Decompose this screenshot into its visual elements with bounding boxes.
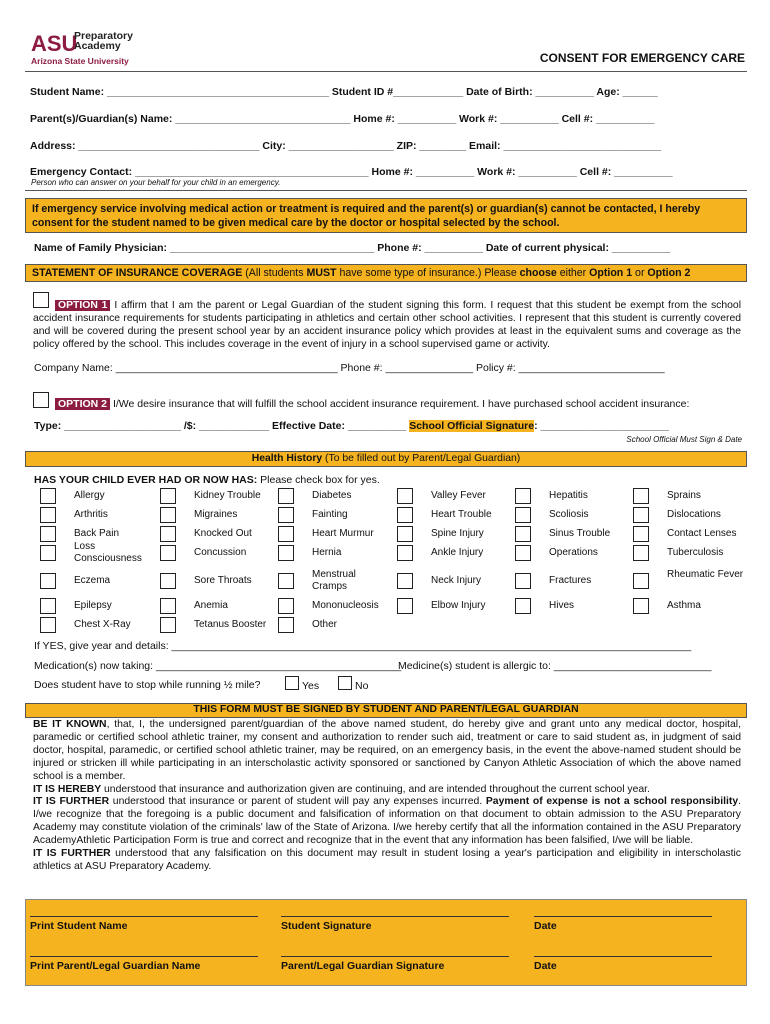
company-row[interactable]: Company Name: ______________________________________ Phone #: _______________ Policy #: _________________________ [34,362,665,374]
student-signature-line[interactable] [281,916,509,917]
condition-label: Elbow Injury [431,600,486,611]
condition-label: Knocked Out [194,528,252,539]
condition-label: Other [312,619,338,630]
condition-label: Asthma [667,600,701,611]
stop-yes-label: Yes [302,680,320,692]
divider [25,190,747,191]
official-note: School Official Must Sign & Date [626,435,742,444]
condition-checkbox[interactable] [397,507,413,523]
if-yes-row[interactable]: If YES, give year and details: _________________________________________________________________________________________ [34,640,692,652]
condition-checkbox[interactable] [515,488,531,504]
condition-label: Epilepsy [74,600,112,611]
condition-checkbox[interactable] [515,598,531,614]
option-2-type-row[interactable]: Type: ____________________ /$: ____________ Effective Date: __________ School Official Signature: ______________________ [34,420,669,432]
svg-text:ASU: ASU [31,31,78,56]
condition-checkbox[interactable] [278,598,294,614]
student-signature-label: Student Signature [281,920,372,932]
condition-checkbox[interactable] [397,573,413,589]
must-be-signed-band: THIS FORM MUST BE SIGNED BY STUDENT AND PARENT/LEGAL GUARDIAN [25,703,747,718]
condition-checkbox[interactable] [633,526,649,542]
option-1-label: OPTION 1 [55,300,110,311]
health-question: HAS YOUR CHILD EVER HAD OR NOW HAS: Please check box for yes. [34,474,380,486]
condition-checkbox[interactable] [278,526,294,542]
condition-label: Anemia [194,600,228,611]
emergency-contact-row[interactable]: Emergency Contact: ________________________________________ Home #: __________ Work #: __________ Cell #: __________ [30,166,673,178]
condition-checkbox[interactable] [160,598,176,614]
logo-wordmark: Preparatory Academy [74,30,133,52]
option-2-label: OPTION 2 [55,398,110,410]
condition-checkbox[interactable] [397,598,413,614]
condition-label: Sore Throats [194,575,252,586]
date2-line[interactable] [534,956,712,957]
condition-checkbox[interactable] [278,573,294,589]
date2-label: Date [534,960,557,972]
condition-label: Rheumatic Fever [667,569,744,580]
stop-no-label: No [355,680,369,692]
condition-checkbox[interactable] [160,507,176,523]
health-history-band: Health History (To be filled out by Parent/Legal Guardian) [25,451,747,467]
medications-row[interactable]: Medication(s) now taking: __________________________________________ [34,660,402,672]
condition-checkbox[interactable] [40,507,56,523]
condition-checkbox[interactable] [633,488,649,504]
condition-checkbox[interactable] [397,526,413,542]
condition-checkbox[interactable] [278,488,294,504]
condition-label: Heart Trouble [431,509,492,520]
condition-label: Eczema [74,575,111,586]
condition-label: Fractures [549,575,592,586]
condition-label: Kidney Trouble [194,490,261,501]
condition-checkbox[interactable] [40,488,56,504]
condition-checkbox[interactable] [633,598,649,614]
condition-label: Loss Consciousness [74,541,142,564]
condition-label: Chest X-Ray [74,619,131,630]
print-student-line[interactable] [30,916,258,917]
condition-label: Concussion [194,547,247,558]
condition-label: Back Pain [74,528,120,539]
guardian-info-row[interactable]: Parent(s)/Guardian(s) Name: ______________________________ Home #: __________ Work #: __________ Cell #: __________ [30,113,655,125]
option-2-checkbox[interactable] [33,392,49,408]
condition-label: Scoliosis [549,509,589,520]
student-info-row[interactable]: Student Name: ______________________________________ Student ID #____________ Date of Birth: __________ Age: ______ [30,86,658,98]
condition-label: Neck Injury [431,575,482,586]
condition-checkbox[interactable] [160,488,176,504]
condition-checkbox[interactable] [633,507,649,523]
emergency-consent-band: If emergency service involving medical action or treatment is required and the parent(s) or guardian(s) cannot be contacted, I hereby consent for the student named to be given medical care by the doctor or hospital selected by the school. [25,198,747,233]
condition-checkbox[interactable] [278,507,294,523]
condition-checkbox[interactable] [160,545,176,561]
condition-label: Contact Lenses [667,528,737,539]
condition-label: Hernia [312,547,342,558]
condition-checkbox[interactable] [633,545,649,561]
condition-label: Sinus Trouble [549,528,611,539]
condition-checkbox[interactable] [160,573,176,589]
insurance-statement-band: STATEMENT OF INSURANCE COVERAGE (All students MUST have some type of insurance.) Please choose either Option 1 or Option 2 [25,264,747,282]
condition-label: Migraines [194,509,238,520]
condition-label: Hepatitis [549,490,588,501]
condition-checkbox[interactable] [40,526,56,542]
legal-text: BE IT KNOWN, that, I, the undersigned parent/guardian of the above named student, do hereby give and grant unto any medical doctor, hospital, paramedic or certified school athletic trainer, my consent and authorization to render such aid, treatment or care to said student as, in judgment of said doctor, hospital, paramedic, or certified school athletic trainer, may be required, on an emergency basis, in the event the above-named student should be injured or stricken ill while participating in an interscholastic activity sponsored or sanctioned by Canyon Athletic Association of which the above named school is a member. IT IS HEREBY understood that insurance and authorization given are continuing, and are intended throughout the current school year. IT IS FURTHER understood that insurance or parent of student will pay any expenses incurred. Payment of expense is not a school responsibility. I/we recognize that the foregoing is a public document and falsification of information on that document to obtain admission to the ASU Preparatory Academy may constitute violation of the criminals' law of the State of Arizona. I/we hereby certify that all the information contained in the ASU Preparatory AcademyAthletic Participation Form is true and correct and recognize that in the event that any information has been falsified, I/we will be liable. IT IS FURTHER understood that any falsification on this document may result in student losing a year's participation and eligibility in interscholastic athletics at ASU Preparatory Academy. [33,719,741,872]
logo-subtitle: Arizona State University [31,56,129,66]
condition-checkbox[interactable] [160,526,176,542]
stop-yes-checkbox[interactable] [285,676,299,690]
option-2-text: OPTION 2 I/We desire insurance that will fulfill the school accident insurance requirement. I have purchased school accident insurance: [55,398,689,410]
condition-checkbox[interactable] [633,573,649,589]
asu-logo-mark [31,31,78,56]
condition-label: Arthritis [74,509,108,520]
condition-checkbox[interactable] [515,526,531,542]
condition-label: Operations [549,547,598,558]
condition-checkbox[interactable] [515,507,531,523]
condition-checkbox[interactable] [397,488,413,504]
school-official-signature-label: School Official Signature [409,420,535,432]
stop-no-checkbox[interactable] [338,676,352,690]
emergency-contact-note: Person who can answer on your behalf for your child in an emergency. [31,178,281,187]
condition-checkbox[interactable] [160,617,176,633]
condition-label: Ankle Injury [431,547,484,558]
condition-checkbox[interactable] [40,598,56,614]
divider [25,71,747,72]
condition-label: Valley Fever [431,490,486,501]
condition-label: Dislocations [667,509,721,520]
condition-label: Sprains [667,490,701,501]
page-title: CONSENT FOR EMERGENCY CARE [539,51,745,65]
condition-label: Mononucleosis [312,600,379,611]
condition-label: Tetanus Booster [194,619,267,630]
physician-row[interactable]: Name of Family Physician: ___________________________________ Phone #: __________ Date of current physical: __________ [34,242,671,254]
print-parent-label: Print Parent/Legal Guardian Name [30,960,201,972]
condition-checkbox[interactable] [40,545,56,561]
condition-checkbox[interactable] [278,545,294,561]
signature-box [25,899,747,986]
condition-label: Fainting [312,509,348,520]
condition-checkbox[interactable] [515,573,531,589]
condition-label: Menstrual Cramps [312,569,356,592]
stop-running-question: Does student have to stop while running ½ mile? [34,679,261,691]
allergic-row[interactable]: Medicine(s) student is allergic to: ___________________________ [398,660,712,672]
condition-checkbox[interactable] [515,545,531,561]
condition-label: Spine Injury [431,528,484,539]
print-parent-line[interactable] [30,956,258,957]
date1-line[interactable] [534,916,712,917]
print-student-label: Print Student Name [30,920,128,932]
condition-checkbox[interactable] [40,617,56,633]
address-row[interactable]: Address: _______________________________ City: __________________ ZIP: ________ Email: ___________________________ [30,140,662,152]
condition-label: Diabetes [312,490,352,501]
condition-label: Hives [549,600,575,611]
parent-signature-line[interactable] [281,956,509,957]
date1-label: Date [534,920,557,932]
condition-checkbox[interactable] [278,617,294,633]
parent-signature-label: Parent/Legal Guardian Signature [281,960,445,972]
option-1-text: OPTION 1 I affirm that I am the parent or Legal Guardian of the student signing this form. I request that this student be exempt from the school accident insurance requirements for students participating in athletics and certain other school activities. I represent that this student is currently covered and will be covered during the present school year by an accident insurance policy which provides at least in the equivalent sums and coverage as the policy offered by the school. This includes coverage in the event of injury in a school supervised game or activity. [33,300,742,350]
condition-label: Heart Murmur [312,528,374,539]
condition-label: Tuberculosis [667,547,724,558]
condition-checkbox[interactable] [40,573,56,589]
condition-checkbox[interactable] [397,545,413,561]
condition-label: Allergy [74,490,105,501]
